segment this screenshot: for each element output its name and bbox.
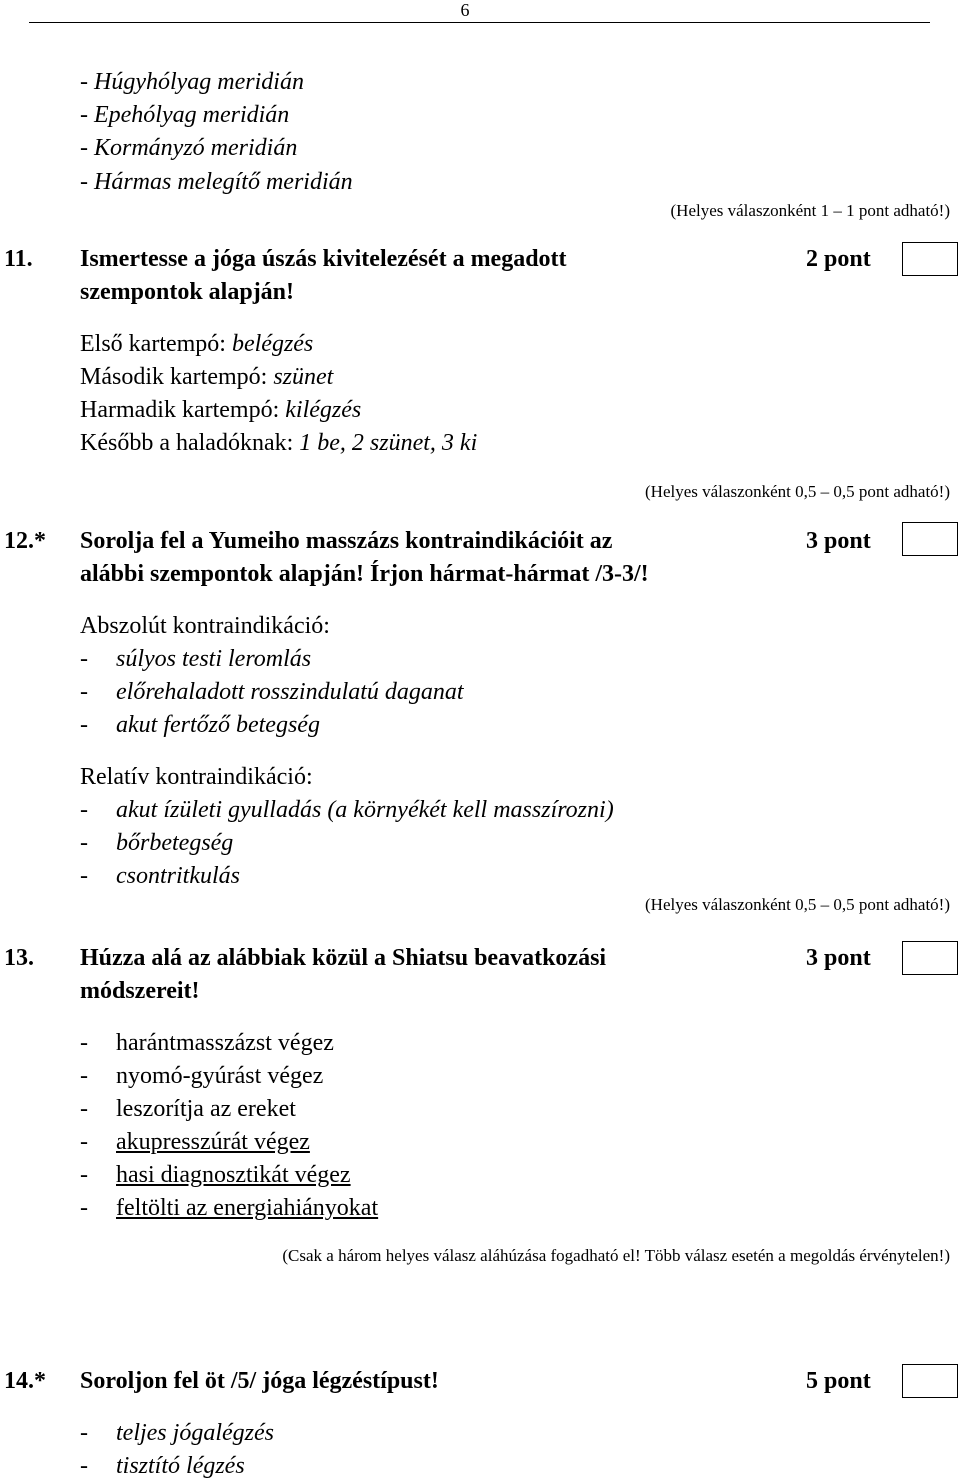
question-text: módszereit!: [80, 978, 200, 1004]
score-box[interactable]: [902, 1364, 958, 1398]
score-box[interactable]: [902, 941, 958, 975]
list-item: - Húgyhólyag meridián: [80, 69, 304, 95]
list-item: - tisztító légzés: [80, 1453, 245, 1479]
question-number: 12.*: [4, 528, 46, 554]
question-points: 3 pont: [806, 945, 871, 971]
question-points: 2 pont: [806, 246, 871, 272]
list-item: - bőrbetegség: [80, 830, 234, 856]
list-item: - súlyos testi leromlás: [80, 646, 312, 672]
scoring-note: (Helyes válaszonként 1 – 1 pont adható!): [670, 201, 950, 220]
question-text: Soroljon fel öt /5/ jóga légzéstípust!: [80, 1368, 439, 1394]
question-text: szempontok alapján!: [80, 279, 295, 305]
option-item[interactable]: - nyomó-gyúrást végez: [80, 1063, 324, 1089]
question-text: alábbi szempontok alapján! Írjon hármat-hármat /3-3/!: [80, 561, 649, 587]
list-item: - Kormányzó meridián: [80, 135, 298, 161]
list-item: - Hármas melegítő meridián: [80, 169, 353, 195]
list-item: - akut ízületi gyulladás (a környékét kell masszírozni): [80, 797, 614, 823]
answer-line: Harmadik kartempó: kilégzés: [80, 397, 362, 423]
list-item: - Epehólyag meridián: [80, 102, 290, 128]
list-item: - előrehaladott rosszindulatú daganat: [80, 679, 464, 705]
list-item: - akut fertőző betegség: [80, 712, 320, 738]
option-item-underlined[interactable]: - akupresszúrát végez: [80, 1129, 310, 1155]
scoring-note: (Helyes válaszonként 0,5 – 0,5 pont adható!): [645, 482, 950, 501]
option-item[interactable]: - harántmasszázst végez: [80, 1030, 334, 1056]
answer-line: Második kartempó: szünet: [80, 364, 334, 390]
option-item-underlined[interactable]: - hasi diagnosztikát végez: [80, 1162, 351, 1188]
question-text: Húzza alá az alábbiak közül a Shiatsu beavatkozási: [80, 945, 607, 971]
question-points: 5 pont: [806, 1368, 871, 1394]
answer-line: Első kartempó: belégzés: [80, 331, 314, 357]
scoring-note: (Csak a három helyes válasz aláhúzása fogadható el! Több válasz esetén a megoldás érvénytelen!): [282, 1246, 950, 1265]
list-item: - csontritkulás: [80, 863, 240, 889]
list-item: - teljes jógalégzés: [80, 1420, 274, 1446]
question-points: 3 pont: [806, 528, 871, 554]
option-item[interactable]: - leszorítja az ereket: [80, 1096, 296, 1122]
header-rule: [29, 22, 930, 23]
question-text: Ismertesse a jóga úszás kivitelezését a megadott: [80, 246, 567, 272]
question-number: 14.*: [4, 1368, 46, 1394]
question-text: Sorolja fel a Yumeiho masszázs kontraindikációit az: [80, 528, 613, 554]
question-number: 13.: [4, 945, 34, 971]
score-box[interactable]: [902, 242, 958, 276]
scoring-note: (Helyes válaszonként 0,5 – 0,5 pont adható!): [645, 895, 950, 914]
option-item-underlined[interactable]: - feltölti az energiahiányokat: [80, 1195, 379, 1221]
section-heading: Abszolút kontraindikáció:: [80, 613, 330, 639]
page-number: 6: [460, 0, 470, 20]
section-heading: Relatív kontraindikáció:: [80, 764, 313, 790]
question-number: 11.: [4, 246, 33, 272]
answer-line: Később a haladóknak: 1 be, 2 szünet, 3 ki: [80, 430, 478, 456]
score-box[interactable]: [902, 522, 958, 556]
